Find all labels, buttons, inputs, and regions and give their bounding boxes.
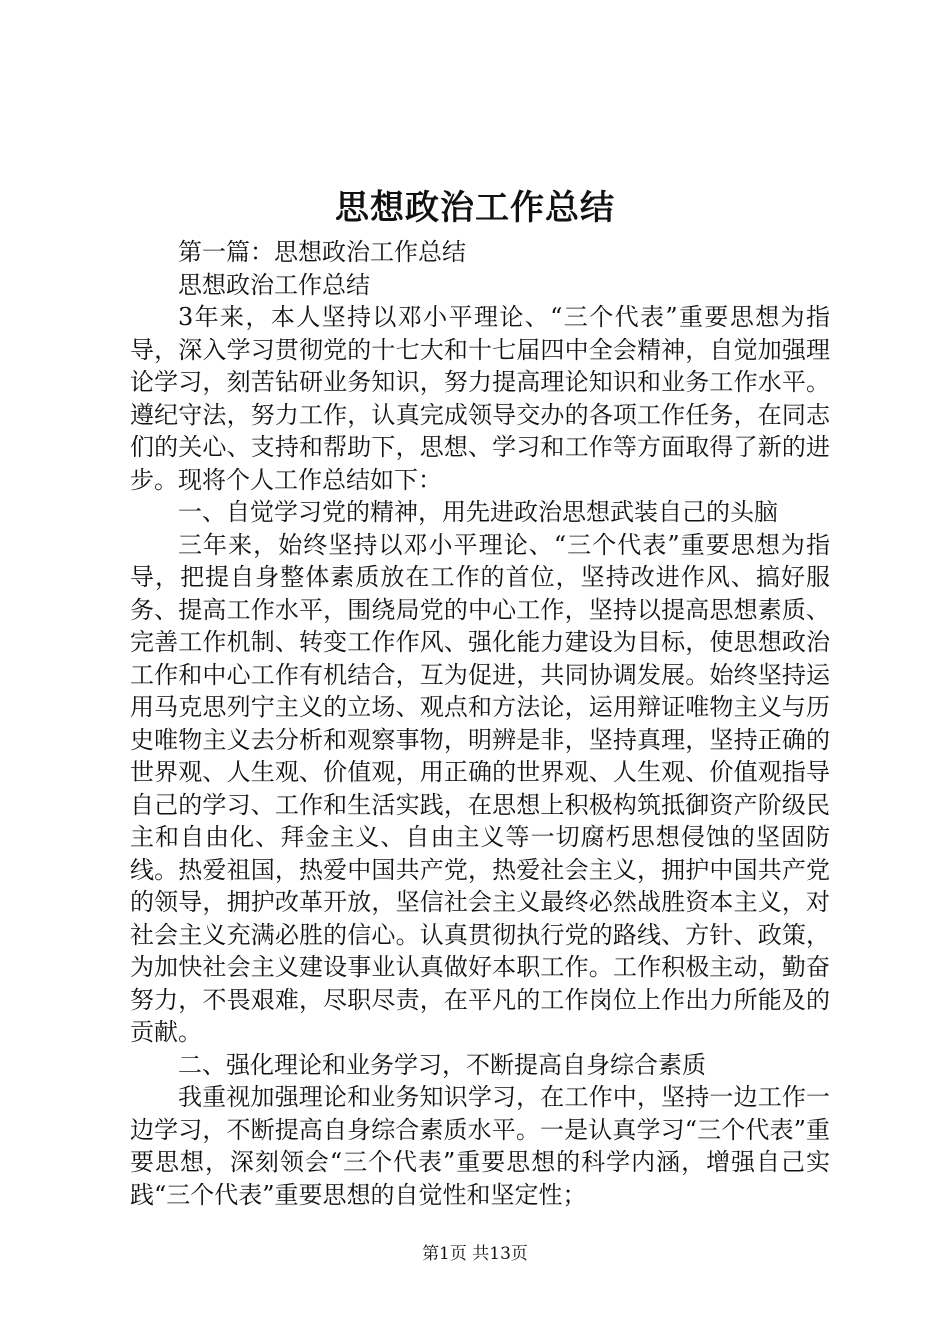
section-heading: 二、强化理论和业务学习，不断提高自身综合素质 [178,1050,706,1079]
body-paragraph: 3年来，本人坚持以邓小平理论、“三个代表”重要思想为指导，深入学习贯彻党的十七大和十七届四中全会精神，自觉加强理论学习，刻苦钻研业务知识，努力提高理论知识和业务工作水平。遵纪守法，努力工作，认真完成领导交办的各项工作任务，在同志们的关心、支持和帮助下，思想、学习和工作等方面取得了新的进步。现将个人工作总结如下： [130,303,830,494]
body-paragraph: 我重视加强理论和业务知识学习，在工作中，坚持一边工作一边学习，不断提高自身综合素质水平。一是认真学习“三个代表”重要思想，深刻领会“三个代表”重要思想的科学内涵，增强自己实践“三个代表”重要思想的自觉性和坚定性； [130,1083,830,1209]
document-body [130,236,830,1211]
document-title: 思想政治工作总结 [335,188,615,228]
section-heading: 第一篇：思想政治工作总结 [178,238,466,266]
sub-heading: 思想政治工作总结 [178,270,370,299]
page-number-footer: 第1页 共13页 [422,1244,528,1264]
section-heading: 一、自觉学习党的精神，用先进政治思想武装自己的头脑 [178,498,778,526]
body-paragraph: 三年来，始终坚持以邓小平理论、“三个代表”重要思想为指导，把提自身整体素质放在工作的首位，坚持改进作风、搞好服务、提高工作水平，围绕局党的中心工作，坚持以提高思想素质、完善工作机制、转变工作作风、强化能力建设为目标，使思想政治工作和中心工作有机结合，互为促进，共同协调发展。始终坚持运用马克思列宁主义的立场、观点和方法论，运用辩证唯物主义与历史唯物主义去分析和观察事物，明辨是非，坚持真理，坚持正确的世界观、人生观、价值观，用正确的世界观、人生观、价值观指导自己的学习、工作和生活实践，在思想上积极构筑抵御资产阶级民主和自由化、拜金主义、自由主义等一切腐朽思想侵蚀的坚固防线。热爱祖国，热爱中国共产党，热爱社会主义，拥护中国共产党的领导，拥护改革开放，坚信社会主义最终必然战胜资本主义，对社会主义充满必胜的信心。认真贯彻执行党的路线、方针、政策，为加快社会主义建设事业认真做好本职工作。工作积极主动，勤奋努力，不畏艰难，尽职尽责，在平凡的工作岗位上作出力所能及的贡献。 [130,530,830,1046]
